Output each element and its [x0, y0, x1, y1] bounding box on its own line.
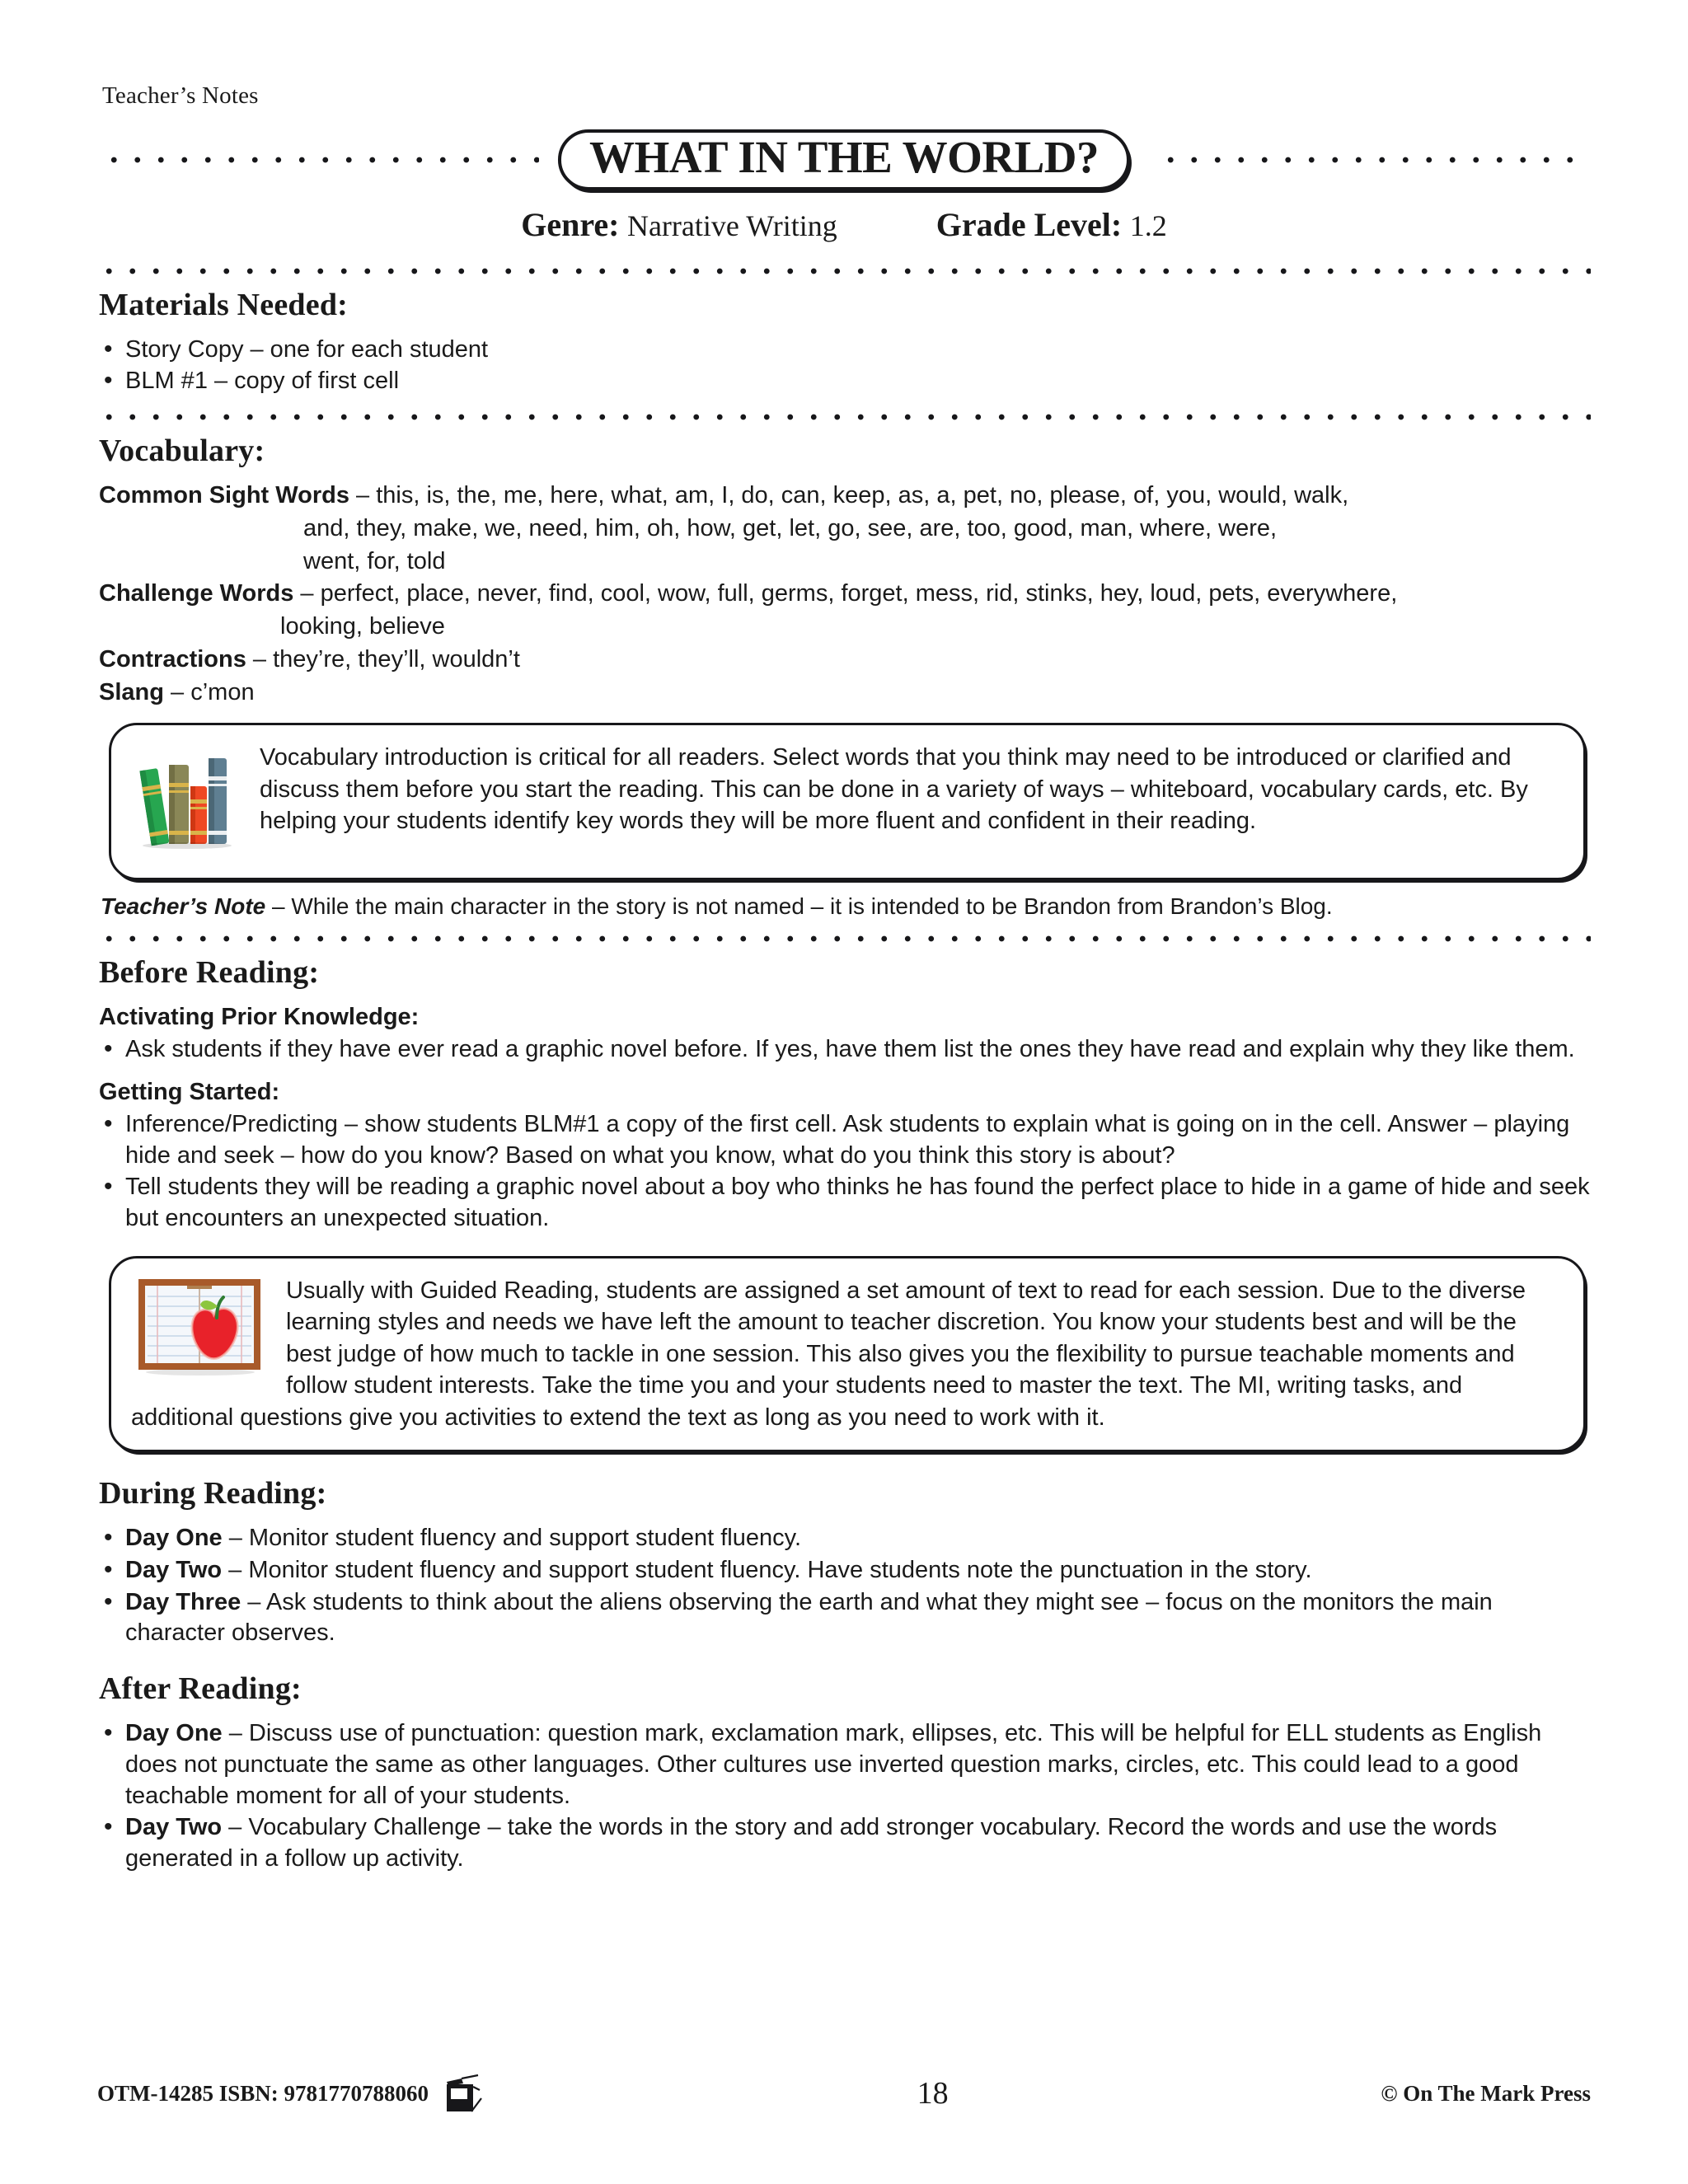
grade-group [936, 205, 1167, 244]
title-banner [97, 129, 1591, 190]
activating-prior-knowledge-heading: Activating Prior Knowledge: [99, 1004, 420, 1031]
after-reading-heading: After Reading: [99, 1671, 302, 1707]
list-item: • Inference/Predicting – show students BLM#1 a copy of the first cell. Ask students to explain what is going on in the cell. Answer – playing hide and seek – how do you know? Based on what you know, what do you think this story is about? [97, 1109, 1591, 1171]
activating-prior-knowledge-list [97, 1034, 1591, 1066]
day-text: – Ask students to think about the aliens observing the earth and what they might see – focus on the monitors the main character observes. [125, 1588, 1493, 1647]
list-item [97, 1812, 1591, 1874]
vocab-group-slang [97, 677, 1591, 709]
vocabulary-callout-box [109, 723, 1586, 880]
vocab-label: Challenge Words [99, 580, 294, 607]
vocab-words-line3: went, for, told [303, 547, 446, 574]
vocab-dash: – [246, 645, 274, 673]
vocab-group-contractions [97, 644, 1591, 676]
before-reading-heading: Before Reading: [99, 955, 320, 991]
grade-value: 1.2 [1129, 209, 1167, 242]
grade-label: Grade Level: [935, 206, 1123, 243]
divider-after-header [97, 265, 1591, 277]
vocab-label: Contractions [99, 645, 246, 673]
after-reading-list [97, 1718, 1591, 1874]
page-number: 18 [917, 2076, 949, 2111]
vocabulary-callout-text: Vocabulary introduction is critical for all readers. Select words that you think may need to be introduced or clarified and discuss them before you start the reading. This can be done in a variety of ways – whiteboard, vocabulary cards, etc. By helping your students identify key words they will be more fluent and confident in their reading. [260, 744, 1528, 835]
vocab-dash: – [293, 580, 321, 607]
materials-list [97, 335, 1591, 396]
day-text: – Monitor student fluency and support student fluency. [222, 1525, 802, 1552]
divider-after-materials [97, 411, 1591, 423]
teachers-note-label: Teacher’s Note [101, 893, 266, 919]
day-label: Day Two [125, 1814, 223, 1841]
day-text: – Discuss use of punctuation: question mark, exclamation mark, ellipses, etc. This will be helpful for ELL students as English does not punctuate the same as other languages. Other cultures use inverted question marks, circles, etc. This could lead to a good teachable moment for all of your students. [125, 1720, 1542, 1809]
vocab-group-common-sight-words [97, 480, 1591, 512]
page-title: WHAT IN THE WORLD? [588, 131, 1100, 182]
day-label: Day One [125, 1720, 223, 1747]
day-label: Day One [125, 1525, 223, 1552]
product-code: OTM-14285 ISBN: 9781770788060 [97, 2080, 429, 2106]
day-label: Day Two [125, 1557, 223, 1584]
getting-started-heading: Getting Started: [99, 1078, 280, 1105]
getting-started-list [97, 1109, 1591, 1235]
vocab-label: Slang [99, 678, 164, 705]
list-item [97, 1718, 1591, 1811]
list-item [97, 1523, 1591, 1554]
vocab-dash: – [349, 482, 377, 509]
list-item: • BLM #1 – copy of first cell [97, 366, 1591, 397]
copyright: © On The Mark Press [1381, 2080, 1591, 2106]
teachers-note [101, 892, 1591, 921]
title-pill [558, 129, 1130, 190]
vocab-words-line1: this, is, the, me, here, what, am, I, do, can, keep, as, a, pet, no, please, of, you, would, walk, [376, 482, 1349, 509]
vocab-words-line2: looking, believe [280, 613, 445, 640]
books-icon [136, 743, 241, 858]
vocab-dash: – [163, 678, 191, 705]
list-item: • Ask students if they have ever read a graphic novel before. If yes, have them list the ones they have read and explain why they like them. [97, 1034, 1591, 1066]
footer-left [97, 2074, 485, 2113]
dotted-rule-left [102, 154, 539, 166]
during-reading-list [97, 1523, 1591, 1649]
divider-before-reading [97, 933, 1591, 944]
guided-reading-callout-text: Usually with Guided Reading, students are assigned a set amount of text to read for each session. Due to the diverse learning styles and needs we have left the amount to teacher discretion. You know your students best and will be the best judge of how much to tackle in one session. This also gives you the flexibility to pursue teachable moments and follow student interests. Take the time you and your students need to master the text. The MI, writing tasks, and additional questions give you activities to extend the text as long as you need to work with it. [131, 1277, 1526, 1431]
genre-label: Genre: [521, 206, 620, 243]
copier-icon [442, 2074, 485, 2113]
dotted-rule-right [1159, 154, 1587, 166]
vocab-words-line2: and, they, make, we, need, him, oh, how, get, let, go, see, are, too, good, man, where, were, [303, 515, 1278, 542]
vocab-group-challenge-words [97, 579, 1591, 610]
day-label: Day Three [125, 1588, 241, 1615]
vocab-words-line1: they’re, they’ll, wouldn’t [273, 645, 520, 673]
vocab-words-line1: c’mon [190, 678, 255, 705]
vocabulary-heading: Vocabulary: [99, 434, 265, 469]
day-text: – Monitor student fluency and support student fluency. Have students note the punctuation in the story. [222, 1557, 1312, 1584]
guided-reading-callout-box [109, 1256, 1586, 1453]
genre-value: Narrative Writing [626, 209, 837, 242]
notebook-apple-icon [136, 1277, 268, 1386]
teachers-note-text: – While the main character in the story is not named – it is intended to be Brandon from Brandon’s Blog. [265, 893, 1333, 919]
list-item [97, 1555, 1591, 1586]
genre-grade-row [97, 205, 1591, 244]
day-text: – Vocabulary Challenge – take the words in the story and add stronger vocabulary. Record the words and use the words generated in a follow up activity. [125, 1814, 1498, 1872]
list-item: • Tell students they will be reading a graphic novel about a boy who thinks he has found the perfect place to hide in a game of hide and seek but encounters an unexpected situation. [97, 1172, 1591, 1234]
during-reading-heading: During Reading: [99, 1476, 327, 1511]
list-item [97, 1587, 1591, 1649]
materials-heading: Materials Needed: [99, 288, 349, 322]
page-footer [97, 2074, 1591, 2113]
vocab-label: Common Sight Words [99, 482, 349, 509]
list-item: • Story Copy – one for each student [97, 335, 1591, 366]
genre-group [521, 205, 837, 244]
teachers-notes-label: Teacher’s Notes [102, 82, 259, 109]
vocab-words-line1: perfect, place, never, find, cool, wow, full, germs, forget, mess, rid, stinks, hey, loud, pets, everywhere, [320, 580, 1398, 607]
